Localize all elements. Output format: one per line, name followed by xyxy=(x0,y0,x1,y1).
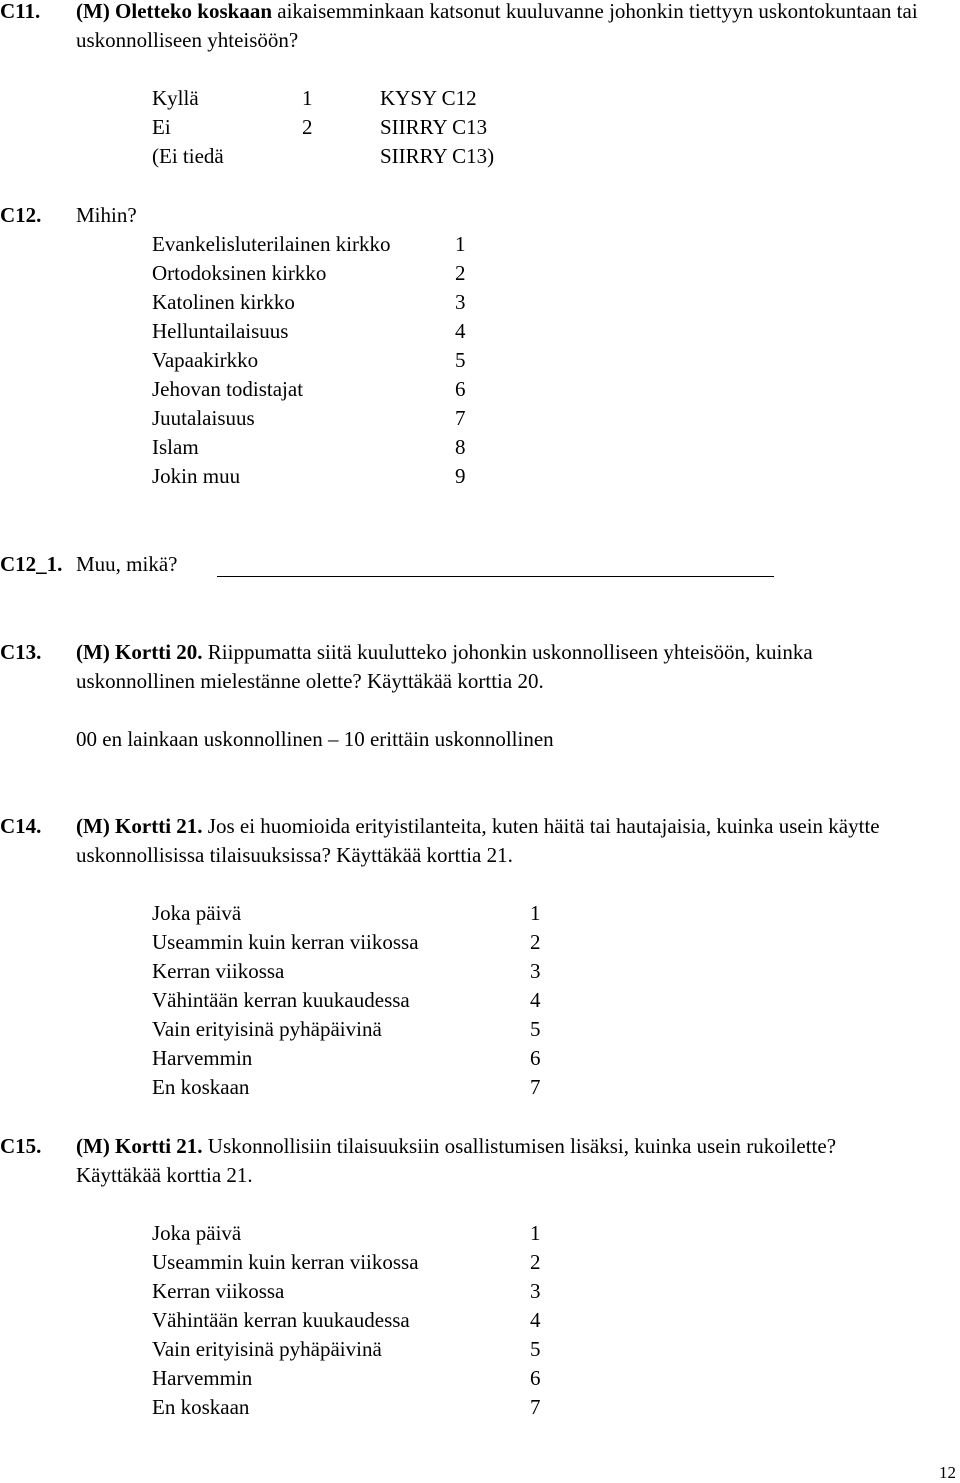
question-text: Muu, mikä? xyxy=(76,552,178,576)
option-code: 1 xyxy=(302,86,313,110)
option-label: Juutalaisuus xyxy=(152,406,255,430)
option-label: En koskaan xyxy=(152,1075,250,1099)
option-label: Helluntailaisuus xyxy=(152,319,289,343)
option-label: Joka päivä xyxy=(152,901,242,925)
option-code: 4 xyxy=(455,319,466,343)
option-code: 7 xyxy=(530,1395,541,1419)
option-code: 2 xyxy=(530,930,541,954)
option-code: 8 xyxy=(455,435,466,459)
question-text: Mihin? xyxy=(76,203,137,227)
option-code: 2 xyxy=(455,261,466,285)
question-number: C12. xyxy=(0,203,42,227)
question-number: C12_1. xyxy=(0,552,63,576)
option-label: Ortodoksinen kirkko xyxy=(152,261,327,285)
option-code: 3 xyxy=(530,959,541,983)
option-code: 7 xyxy=(530,1075,541,1099)
question-number: C11. xyxy=(0,0,41,23)
option-code: 1 xyxy=(455,232,466,256)
option-label: Islam xyxy=(152,435,199,459)
option-label: Evankelisluterilainen kirkko xyxy=(152,232,391,256)
option-route: KYSY C12 xyxy=(380,86,477,110)
option-label: Vähintään kerran kuukaudessa xyxy=(152,1308,410,1332)
option-label: Vähintään kerran kuukaudessa xyxy=(152,988,410,1012)
option-label: Jokin muu xyxy=(152,464,241,488)
option-route: SIIRRY C13) xyxy=(380,144,495,168)
option-code: 4 xyxy=(530,1308,541,1332)
page-number: 12 xyxy=(939,1463,956,1482)
question-number: C14. xyxy=(0,814,42,838)
option-label: En koskaan xyxy=(152,1395,250,1419)
option-label: Vain erityisinä pyhäpäivinä xyxy=(152,1337,382,1361)
option-code: 9 xyxy=(455,464,466,488)
option-code: 7 xyxy=(455,406,466,430)
option-code: 5 xyxy=(455,348,466,372)
option-label: Useammin kuin kerran viikossa xyxy=(152,930,419,954)
question-text: (M) Kortti 20. Riippumatta siitä kuulutteko johonkin uskonnolliseen yhteisöön, kuinka uskonnollinen mielestänne olette? Käyttäkää korttia 20. xyxy=(76,640,813,693)
option-code: 2 xyxy=(302,115,313,139)
option-label: Ei xyxy=(152,115,171,139)
option-label: Kyllä xyxy=(152,86,199,110)
question-text: (M) Oletteko koskaan aikaisemminkaan katsonut kuuluvanne johonkin tiettyyn uskontokuntaan tai uskonnolliseen yhteisöön? xyxy=(76,0,918,52)
option-label: Harvemmin xyxy=(152,1046,253,1070)
question-number: C13. xyxy=(0,640,42,664)
scale-description: 00 en lainkaan uskonnollinen – 10 erittäin uskonnollinen xyxy=(76,727,554,751)
option-code: 6 xyxy=(530,1366,541,1390)
option-label: Katolinen kirkko xyxy=(152,290,295,314)
option-label: Useammin kuin kerran viikossa xyxy=(152,1250,419,1274)
option-route: SIIRRY C13 xyxy=(380,115,488,139)
option-code: 5 xyxy=(530,1017,541,1041)
emphasis-word: koskaan xyxy=(197,0,273,23)
option-label: Harvemmin xyxy=(152,1366,253,1390)
option-label: Joka päivä xyxy=(152,1221,242,1245)
question-text: (M) Kortti 21. Jos ei huomioida erityistilanteita, kuten häitä tai hautajaisia, kuinka usein käytte uskonnollisissa tilaisuuksissa? Käyttäkää korttia 21. xyxy=(76,814,880,867)
option-label: Vain erityisinä pyhäpäivinä xyxy=(152,1017,382,1041)
option-label: Jehovan todistajat xyxy=(152,377,304,401)
option-code: 3 xyxy=(530,1279,541,1303)
option-code: 6 xyxy=(455,377,466,401)
question-text: (M) Kortti 21. Uskonnollisiin tilaisuuksiin osallistumisen lisäksi, kuinka usein rukoilette? Käyttäkää korttia 21. xyxy=(76,1134,837,1187)
option-label: Kerran viikossa xyxy=(152,959,285,983)
option-code: 4 xyxy=(530,988,541,1012)
option-code: 6 xyxy=(530,1046,541,1070)
option-code: 5 xyxy=(530,1337,541,1361)
option-code: 2 xyxy=(530,1250,541,1274)
option-code: 3 xyxy=(455,290,466,314)
option-code: 1 xyxy=(530,901,541,925)
answer-blank-line[interactable] xyxy=(217,576,774,577)
question-number: C15. xyxy=(0,1134,42,1158)
option-label: Vapaakirkko xyxy=(152,348,259,372)
option-label: Kerran viikossa xyxy=(152,1279,285,1303)
option-code: 1 xyxy=(530,1221,541,1245)
option-label: (Ei tiedä xyxy=(152,144,224,168)
